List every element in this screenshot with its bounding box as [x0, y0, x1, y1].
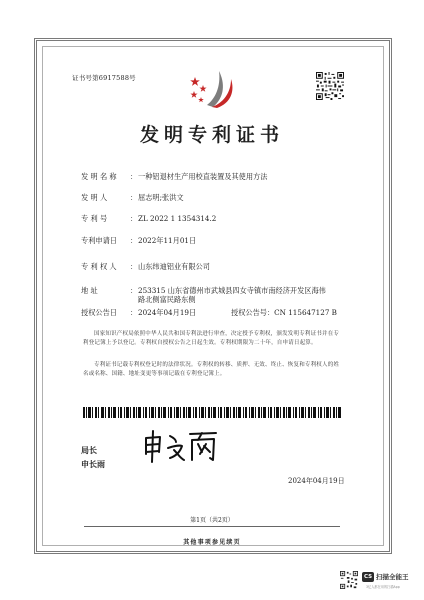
filing-date-field: 专利申请日 ：2022年11月01日 — [81, 236, 197, 245]
inventor-field: 发 明 人 ：屈志明;张洪文 — [81, 193, 184, 202]
grant-number-value: CN 115647127 B — [274, 308, 337, 317]
grant-number-field: 授权公告号：CN 115647127 B — [231, 308, 337, 317]
grant-date-field: 授权公告日 ：2024年04月19日 — [81, 308, 197, 317]
invention-name-label: 发 明 名 称 — [81, 172, 117, 181]
issue-date: 2024年04月19日 — [288, 477, 345, 485]
scanner-app-badge: CS — [363, 574, 373, 580]
patent-number-field: 专 利 号 ：ZL 2022 1 1354314.2 — [81, 214, 217, 223]
scanner-app-brand: 扫描全能王 — [376, 573, 409, 581]
patentee-field: 专 利 权 人 ：山东纬迪铝业有限公司 — [81, 262, 210, 271]
address-field: 地 址 ：253315 山东省德州市武城县四女寺镇市南经济开发区海伟路北侧富民路东侧 — [81, 286, 328, 304]
grant-date-value: 2024年04月19日 — [138, 308, 197, 317]
grant-statement-paragraph: 国家知识产权局依照中华人民共和国专利法进行审查，决定授予专利权，颁发发明专利证书并在专利登记簿上予以登记。专利权自授权公告之日起生效。专利权期限为二十年，自申请日起算。 — [83, 331, 340, 346]
patent-number-label: 专 利 号 — [81, 214, 108, 223]
barcode-icon — [83, 407, 341, 418]
scanner-app-tagline: 3亿人都在用的扫描App — [366, 585, 400, 589]
invention-name-field: 发 明 名 称 ：一种铝退材生产用校直装置及其使用方法 — [81, 172, 268, 181]
certificate-title: 发明专利证书 — [139, 124, 284, 146]
legal-status-paragraph: 专利证书记载专利权登记时的法律状况。专利权的转移、质押、无效、终止、恢复和专利权人的姓名或名称、国籍、地址变更等事项记载在专利登记簿上。 — [83, 362, 340, 377]
patent-number-value: ZL 2022 1 1354314.2 — [138, 214, 217, 223]
footer-divider — [84, 526, 340, 527]
inventor-value: 屈志明;张洪文 — [138, 193, 184, 202]
inventor-label: 发 明 人 — [81, 193, 108, 202]
director-signature-icon — [140, 428, 220, 464]
patent-office-emblem-icon — [185, 67, 241, 109]
patentee-label: 专 利 权 人 — [81, 262, 117, 271]
director-title: 局长 — [81, 445, 97, 455]
grant-number-label: 授权公告号 — [231, 308, 267, 317]
director-name: 申长雨 — [81, 459, 105, 469]
footer-note: 其他事项参见续页 — [183, 539, 241, 546]
invention-name-value: 一种铝退材生产用校直装置及其使用方法 — [138, 172, 268, 181]
patentee-value: 山东纬迪铝业有限公司 — [138, 262, 210, 271]
certificate-number: 证书号第6917588号 — [72, 74, 136, 82]
address-value: 253315 山东省德州市武城县四女寺镇市南经济开发区海伟路北侧富民路东侧 — [138, 286, 326, 304]
scanner-qr-code-icon — [340, 571, 358, 589]
address-label: 地 址 — [81, 286, 98, 295]
filing-date-value: 2022年11月01日 — [138, 236, 197, 245]
qr-code-icon — [316, 72, 344, 100]
grant-date-label: 授权公告日 — [81, 308, 117, 317]
filing-date-label: 专利申请日 — [81, 236, 117, 245]
page-number: 第1页（共2页） — [190, 517, 234, 524]
